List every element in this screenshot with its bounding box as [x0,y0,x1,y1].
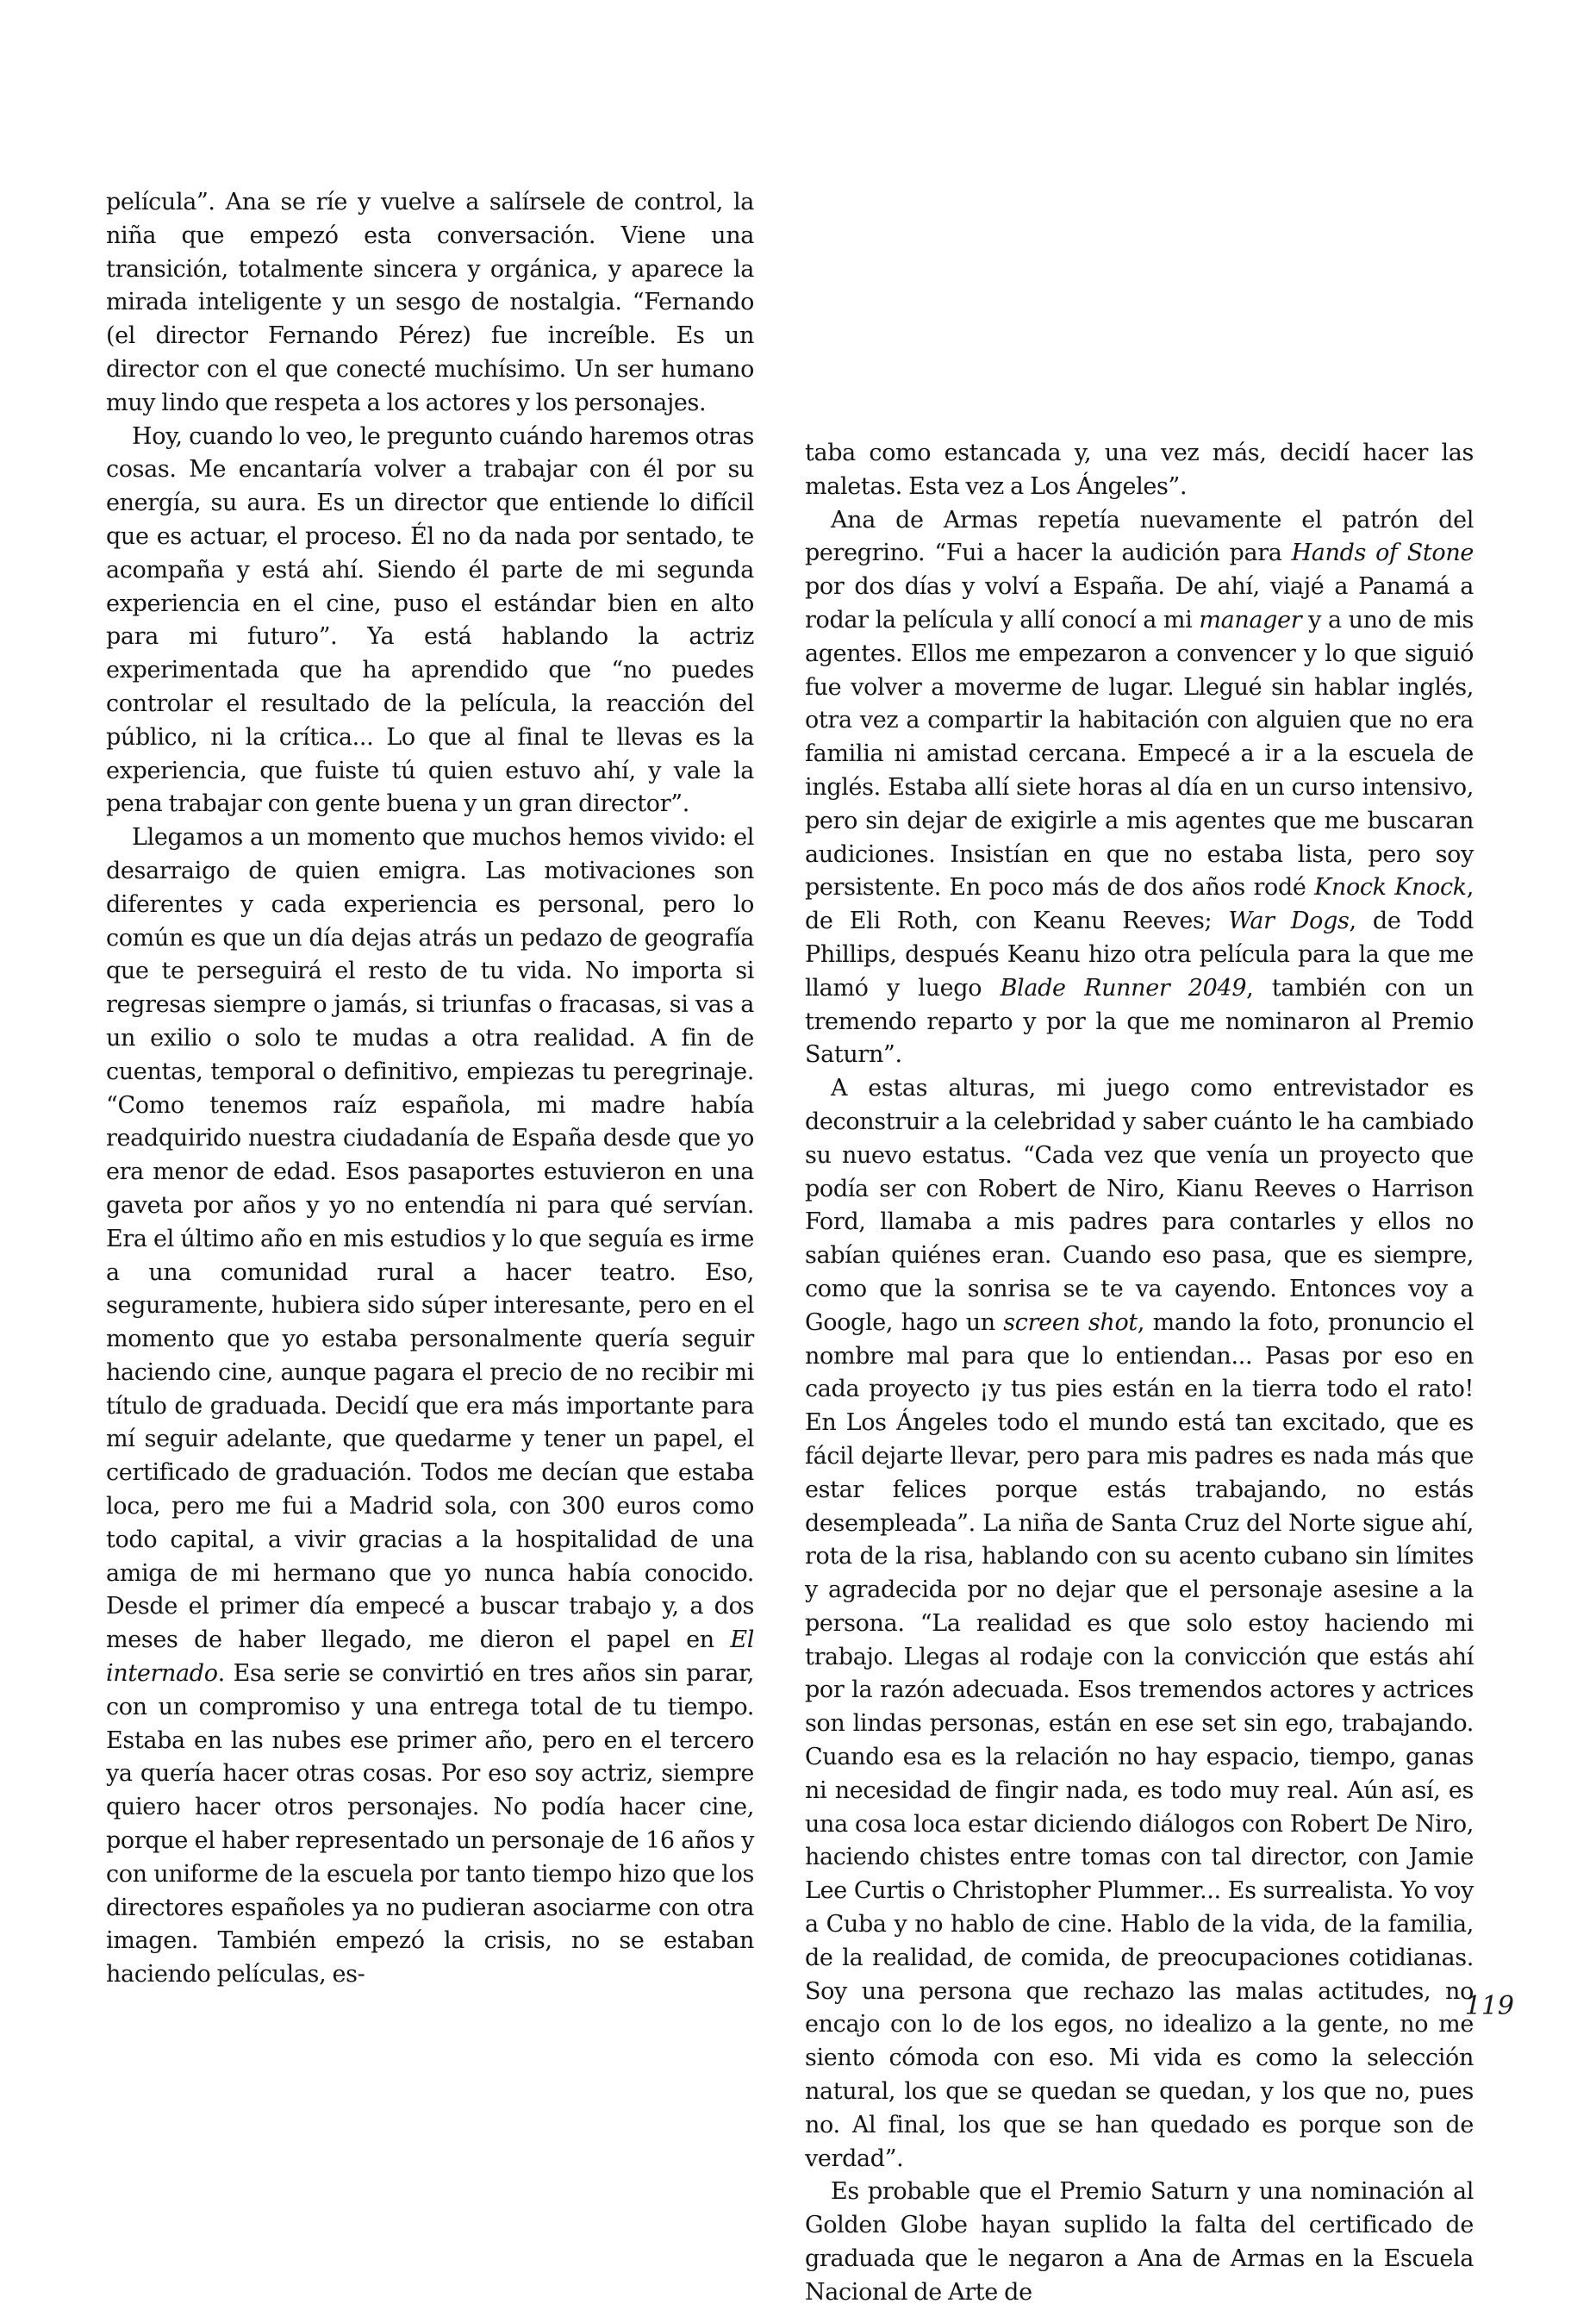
paragraph-text: Llegamos a un momento que muchos hemos vivido: el desarraigo de quien emigra. Las motivaciones son diferentes y cada experiencia es personal, pero lo común es que un día dejas atrás un pedazo de geografía que te perseguirá el resto de tu vida. No importa si regresas siempre o jamás, si triunfas o fracasas, si vas a un exilio o solo te mudas a otra realidad. A fin de cuentas, temporal o definitivo, empiezas tu peregrinaje. “Como tenemos raíz española, mi madre había readquirido nuestra ciudadanía de España desde que yo era menor de edad. Esos pasaportes estuvieron en una gaveta por años y yo no entendía ni para qué servían. Era el último año en mis estudios y lo que seguía es irme a una comunidad rural a hacer teatro. Eso, seguramente, hubiera sido súper interesante, pero en el momento que yo estaba personalmente quería seguir haciendo cine, aunque pagara el precio de no recibir mi título de graduada. Decidí que era más importante para mí seguir adelante, que quedarme y tener un papel, el certificado de graduación. Todos me decían que estaba loca, pero me fui a Madrid sola, con 300 euros como todo capital, a vivir gracias a la hospitalidad de una amiga de mi hermano que yo nunca había conocido. Desde el primer día empecé a buscar trabajo y, a dos meses de haber llegado, me dieron el papel en [106,824,754,1654]
paragraph-text: , de Todd Phillips, después Keanu hizo otra película para la que me llamó y luego [805,908,1474,1002]
paragraph-text: , mando la foto, pronuncio el nombre mal para que lo entiendan... Pasas por eso en cada proyecto ¡y tus pies están en la tierra todo el rato! En Los Ángeles todo el mundo está tan excitado, que es fácil dejarte llevar, pero para mis padres es nada más que estar felices porque estás trabajando, no estás desempleada”. La niña de Santa Cruz del Norte sigue ahí, rota de la risa, hablando con su acento cubano sin límites y agradecida por no dejar que el personaje asesine a la persona. “La realidad es que solo estoy haciendo mi trabajo. Llegas al rodaje con la convicción que estás ahí por la razón adecuada. Esos tremendos actores y actrices son lindas personas, están en ese set sin ego, trabajando. Cuando esa es la relación no hay espacio, tiempo, ganas ni necesidad de fingir nada, es todo muy real. Aún así, es una cosa loca estar diciendo diálogos con Robert De Niro, haciendo chistes entre tomas con tal director, con Jamie Lee Curtis o Christopher Plummer... Es surrealista. Yo voy a Cuba y no hablo de cine. Hablo de la vida, de la familia, de la realidad, de comida, de preocupaciones cotidianas. Soy una persona que rechazo las malas actitudes, no encajo con lo de los egos, no idealizo a la gente, no me siento cómoda con eso. Mi vida es como la selección natural, los que se quedan se quedan, y los que no, pues no. Al final, los que se han quedado es porque son de verdad”. [805,1308,1474,2172]
italic-title: screen shot [1003,1308,1138,1336]
paragraph-text: por dos días y volví a España. De ahí, viajé a Panamá a rodar la película y allí conocí a mi [805,573,1474,634]
article-paragraph [106,821,754,1992]
paragraph-text: , de Eli Roth, con Keanu Reeves; [805,874,1474,935]
article-paragraph [106,421,754,822]
article-paragraph [106,186,754,421]
article-paragraph [805,437,1474,504]
article-paragraph [805,504,1474,1073]
page-number: 119 [1464,1991,1514,2021]
italic-title: Knock Knock [1314,874,1467,902]
paragraph-text: y a uno de mis agentes. Ellos me empezaron a convencer y lo que siguió fue volver a moverme de lugar. Llegué sin hablar inglés, otra vez a compartir la habitación con alguien que no era familia ni amistad cercana. Empecé a ir a la escuela de inglés. Estaba allí siete horas al día en un curso intensivo, pero sin dejar de exigirle a mis agentes que me buscaran audiciones. Insistían en que no estaba lista, pero soy persistente. En poco más de dos años rodé [805,606,1474,902]
italic-title: Hands of Stone [1291,540,1474,567]
paragraph-text: película”. Ana se ríe y vuelve a salírsele de control, la niña que empezó esta conversación. Viene una transición, totalmente sincera y orgánica, y aparece la mirada inteligente y un sesgo de nostalgia. “Fernando (el director Fernando Pérez) fue increíble. Es un director con el que conecté muchísimo. Un ser humano muy lindo que respeta a los actores y los personajes. [106,189,754,416]
paragraph-text: , también con un tremendo reparto y por la que me nominaron al Premio Saturn”. [805,974,1474,1069]
article-column-right [805,437,1474,2310]
italic-title: Blade Runner 2049 [1000,974,1247,1002]
article-column-left [106,186,754,1992]
paragraph-text: taba como estancada y, una vez más, decidí hacer las maletas. Esta vez a Los Ángeles”. [805,440,1474,500]
italic-title: War Dogs [1228,908,1350,935]
paragraph-text: A estas alturas, mi juego como entrevistador es deconstruir a la celebridad y saber cuánto le ha cambiado su nuevo estatus. “Cada vez que venía un proyecto que podía ser con Robert de Niro, Kianu Reeves o Harrison Ford, llamaba a mis padres para contarles y ellos no sabían quiénes eran. Cuando eso pasa, que es siempre, como que la sonrisa se te va cayendo. Entonces voy a Google, hago un [805,1075,1474,1336]
italic-title: manager [1199,606,1302,634]
italic-title: El internado [106,1626,754,1688]
paragraph-text: Hoy, cuando lo veo, le pregunto cuándo haremos otras cosas. Me encantaría volver a trabajar con él por su energía, su aura. Es un director que entiende lo difícil que es actuar, el proceso. Él no da nada por sentado, te acompaña y está ahí. Siendo él parte de mi segunda experiencia en el cine, puso el estándar bien en alto para mi futuro”. Ya está hablando la actriz experimentada que ha aprendido que “no puedes controlar el resultado de la película, la reacción del público, ni la crítica... Lo que al final te llevas es la experiencia, que fuiste tú quien estuvo ahí, y vale la pena trabajar con gente buena y un gran director”. [106,422,754,818]
paragraph-text: Es probable que el Premio Saturn y una nominación al Golden Globe hayan suplido la falta del certificado de graduada que le negaron a Ana de Armas en la Escuela Nacional de Arte de [805,2178,1474,2306]
paragraph-text: . Esa serie se convirtió en tres años sin parar, con un compromiso y una entrega total de tu tiempo. Estaba en las nubes ese primer año, pero en el tercero ya quería hacer otras cosas. Por eso soy actriz, siempre quiero hacer otros personajes. No podía hacer cine, porque el haber representado un personaje de 16 años y con uniforme de la escuela por tanto tiempo hizo que los directores españoles ya no pudieran asociarme con otra imagen. También empezó la crisis, no se estaban haciendo películas, es- [106,1660,754,1988]
article-paragraph [805,1072,1474,2176]
article-paragraph [805,2176,1474,2309]
paragraph-text: Ana de Armas repetía nuevamente el patrón del peregrino. “Fui a hacer la audición para [805,506,1474,567]
